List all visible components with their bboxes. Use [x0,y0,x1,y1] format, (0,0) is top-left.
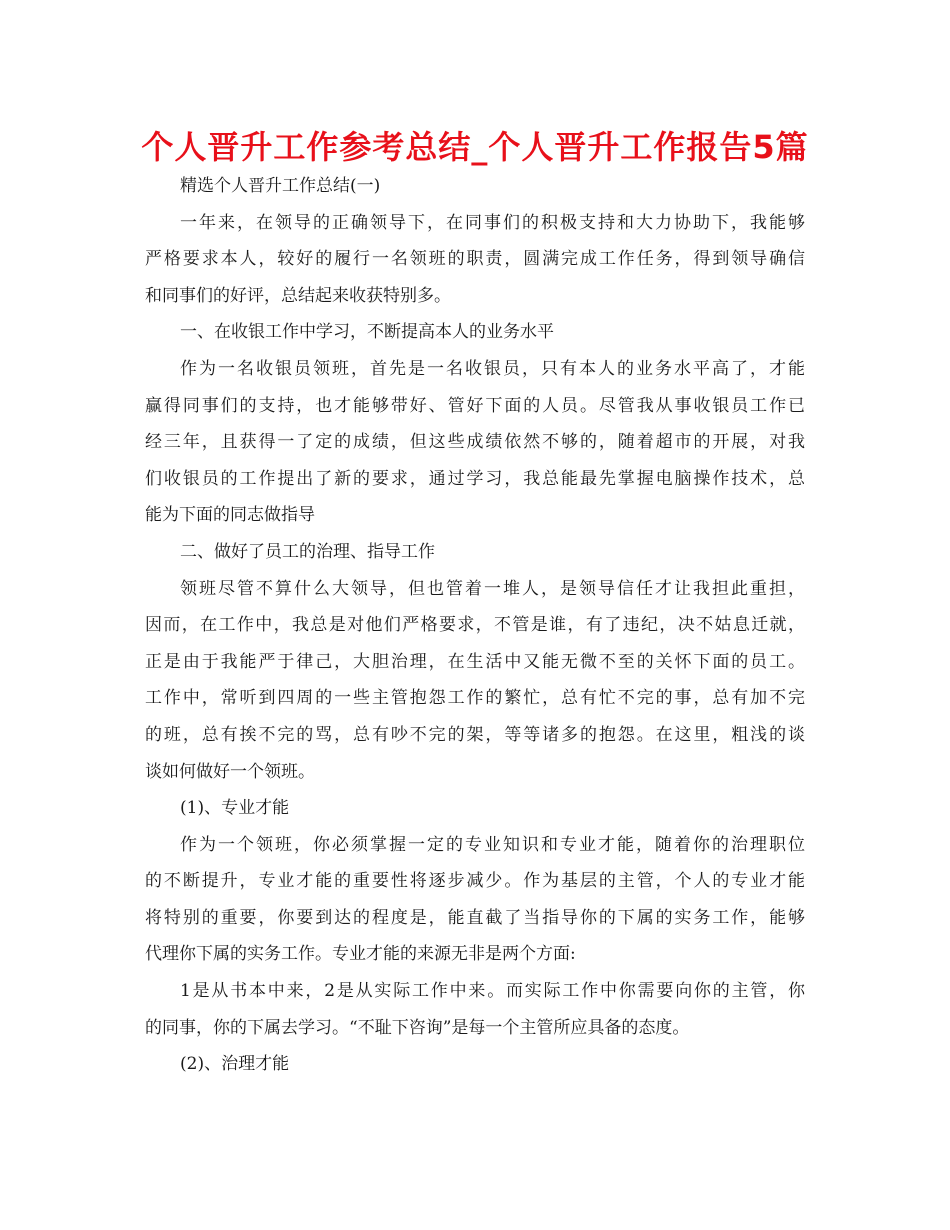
text-line: 代理你下属的实务工作。专业才能的来源无非是两个方面: [145,944,576,965]
text-line: 能为下面的同志做指导 [145,505,315,526]
text-line: (2)、治理才能 [180,1054,290,1075]
document-body [145,168,805,1083]
text-line: 领班尽管不算什么大领导，但也管着一堆人，是领导信任才让我担此重担， [180,578,805,599]
text-line: 的不断提升，专业才能的重要性将逐步减少。作为基层的主管，个人的专业才能 [145,871,805,892]
text-line: (1)、专业才能 [180,798,290,819]
text-line: 们收银员的工作提出了新的要求，通过学习，我总能最先掌握电脑操作技术，总 [145,468,805,489]
text-line: 谈如何做好一个领班。 [145,761,315,782]
text-line: 作为一个领班，你必须掌握一定的专业知识和专业才能，随着你的治理职位 [180,834,805,855]
text-line: 精选个人晋升工作总结(一) [180,176,381,196]
text-line: 经三年，且获得一了定的成绩，但这些成绩依然不够的，随着超市的开展，对我 [145,432,805,453]
text-line: 工作中，常听到四周的一些主管抱怨工作的繁忙，总有忙不完的事，总有加不完 [145,688,805,709]
text-line: 正是由于我能严于律己，大胆治理，在生活中又能无微不至的关怀下面的员工。 [145,651,805,672]
text-line: 因而，在工作中，我总是对他们严格要求，不管是谁，有了违纪，决不姑息迁就， [145,615,805,636]
text-line: 赢得同事们的支持，也才能够带好、管好下面的人员。尽管我从事收银员工作已 [145,395,805,416]
text-line: 作为一名收银员领班，首先是一名收银员，只有本人的业务水平高了，才能 [180,358,805,379]
text-line: 1是从书本中来，2是从实际工作中来。而实际工作中你需要向你的主管，你 [180,981,805,1002]
text-line: 二、做好了员工的治理、指导工作 [180,541,435,562]
text-line: 严格要求本人，较好的履行一名领班的职责，圆满完成工作任务，得到领导确信 [145,249,805,270]
text-line: 的班，总有挨不完的骂，总有吵不完的架，等等诸多的抱怨。在这里，粗浅的谈 [145,724,805,745]
text-line: 和同事们的好评，总结起来收获特别多。 [145,285,451,306]
document-title: 个人晋升工作参考总结_个人晋升工作报告5篇 [141,128,809,166]
text-line: 将特别的重要，你要到达的程度是，能直截了当指导你的下属的实务工作，能够 [145,907,805,928]
text-line: 的同事，你的下属去学习。“不耻下咨询”是每一个主管所应具备的态度。 [145,1017,690,1038]
text-line: 一、在收银工作中学习，不断提高本人的业务水平 [180,322,554,343]
text-line: 一年来，在领导的正确领导下，在同事们的积极支持和大力协助下，我能够 [180,212,805,233]
